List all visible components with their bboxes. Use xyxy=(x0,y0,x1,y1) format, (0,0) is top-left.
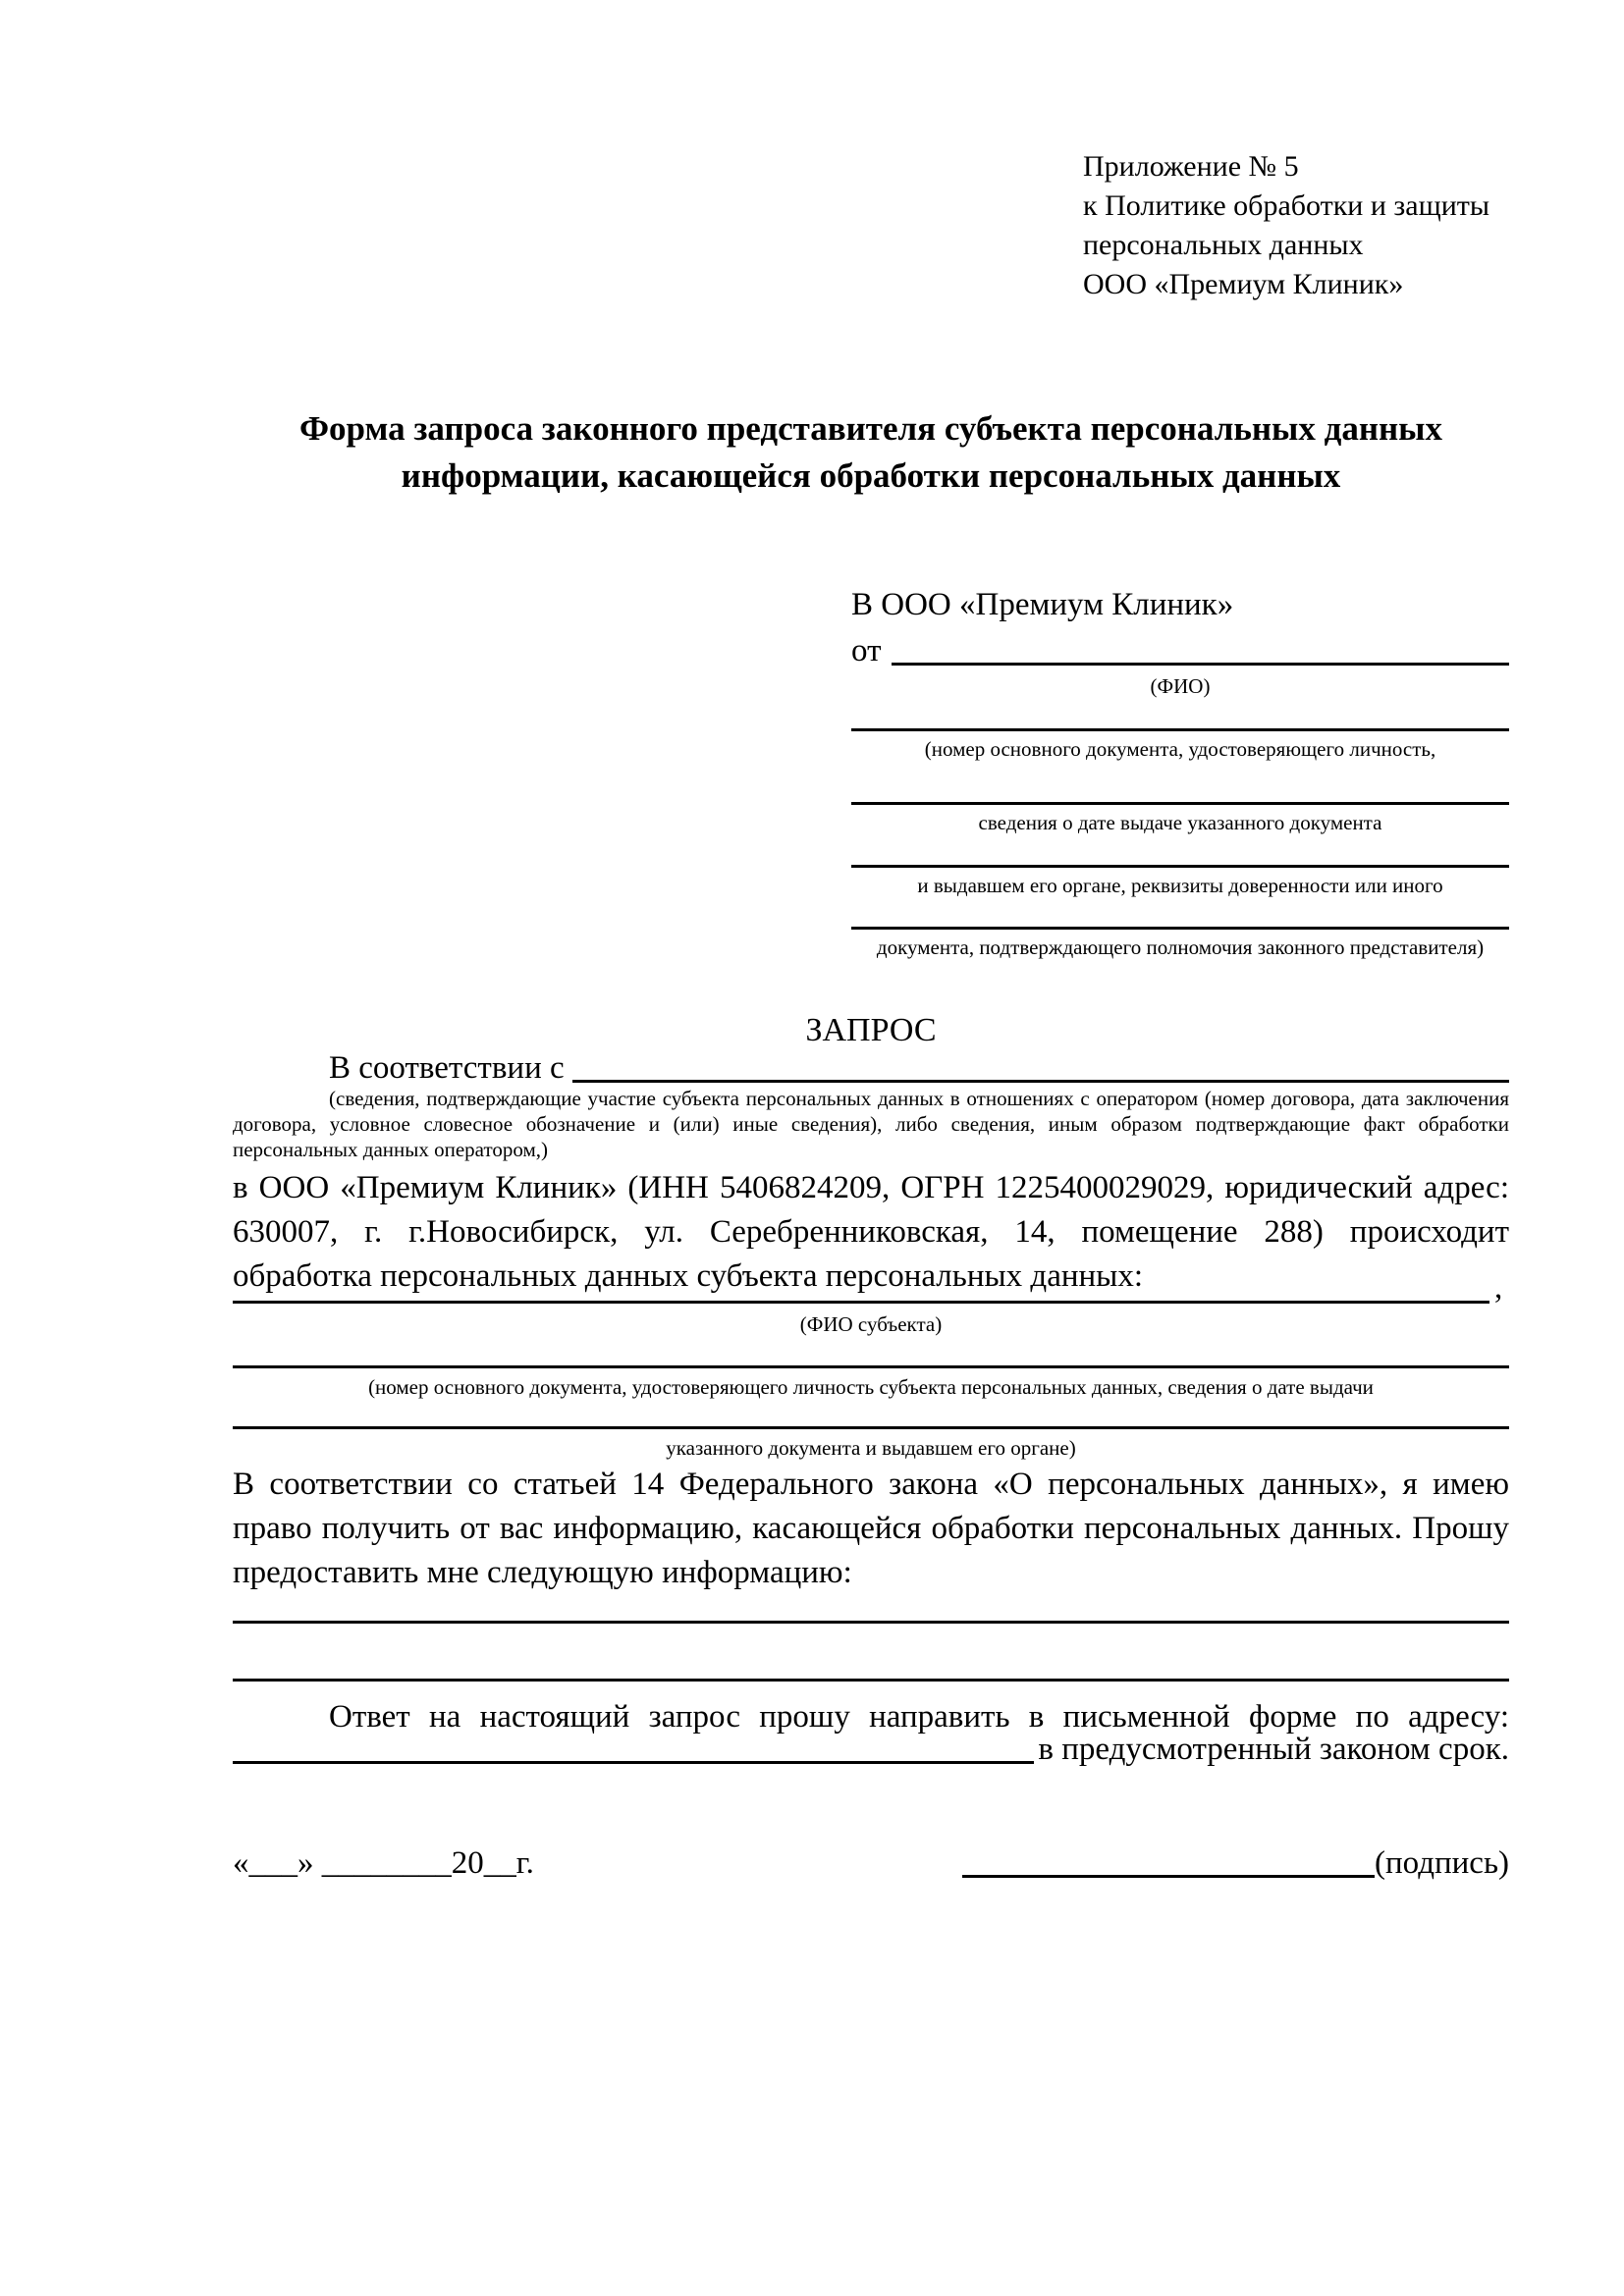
representative-doc-caption-4: документа, подтверждающего полномочия законного представителя) xyxy=(876,935,1485,959)
representative-doc-field-1[interactable] xyxy=(851,728,1509,731)
representative-doc-field-2[interactable] xyxy=(851,802,1509,805)
subject-fio-comma: , xyxy=(1494,1270,1503,1306)
representative-doc-caption-1: (номер основного документа, удостоверяющего личность, xyxy=(924,737,1436,761)
signature-row xyxy=(233,1843,1509,1883)
subject-fio-caption: (ФИО субъекта) xyxy=(799,1312,943,1336)
basis-prefix: В соответствии с xyxy=(329,1050,565,1086)
annex-line-4: ООО «Премиум Клиник» xyxy=(1083,268,1404,300)
page-title-line-2: информации, касающейся обработки персональных данных xyxy=(401,456,1341,495)
subject-doc-caption-2: указанного документа и выдавшем его органе) xyxy=(666,1436,1076,1460)
subject-doc-caption-1: (номер основного документа, удостоверяющего личность субъекта персональных данных, сведения о дате выдачи xyxy=(368,1375,1374,1399)
representative-fio-field[interactable] xyxy=(892,663,1510,666)
basis-field[interactable] xyxy=(572,1080,1509,1083)
page-title xyxy=(233,405,1509,500)
basis-row xyxy=(233,1048,1509,1088)
annex-note xyxy=(1083,147,1515,304)
subject-doc-field-2[interactable] xyxy=(233,1426,1509,1429)
annex-line-3: персональных данных xyxy=(1083,229,1364,261)
representative-doc-caption-3: и выдавшем его органе, реквизиты доверенности или иного xyxy=(917,874,1443,897)
reply-paragraph: Ответ на настоящий запрос прошу направить в письменной форме по адресу: xyxy=(329,1699,1509,1735)
page-title-line-1: Форма запроса законного представителя субъекта персональных данных xyxy=(299,409,1442,448)
basis-caption: (сведения, подтверждающие участие субъекта персональных данных в отношениях с оператором (номер договора, дата заключения договора, условное словесное обозначение и (или) иные сведения), либо сведения, иным образом подтверждающие факт обработки персональных данных оператором,) xyxy=(233,1087,1509,1161)
reply-address-field[interactable] xyxy=(233,1761,1034,1764)
info-request-field-1[interactable] xyxy=(233,1621,1509,1624)
reply-suffix: в предусмотренный законом срок. xyxy=(1038,1732,1509,1767)
fio-caption: (ФИО) xyxy=(1150,674,1211,698)
reply-address-row xyxy=(233,1730,1509,1769)
signature-date-field[interactable]: «___» ________20__г. xyxy=(233,1845,534,1881)
representative-doc-field-3[interactable] xyxy=(851,865,1509,868)
info-request-field-2[interactable] xyxy=(233,1679,1509,1682)
representative-doc-field-4[interactable] xyxy=(851,927,1509,930)
signature-caption: (подпись) xyxy=(1375,1845,1509,1881)
operator-paragraph: в ООО «Премиум Клиник» (ИНН 5406824209, ОГРН 1225400029029, юридический адрес: 630007, г. г.Новосибирск, ул. Серебренниковская, 14, помещение 288) происходит обработка персональных данных субъекта персональных данных: xyxy=(233,1170,1509,1294)
addressee-organization: В ООО «Премиум Клиник» xyxy=(851,587,1234,622)
signature-field[interactable] xyxy=(962,1842,1375,1878)
annex-line-1: Приложение № 5 xyxy=(1083,150,1299,183)
annex-line-2: к Политике обработки и защиты xyxy=(1083,189,1490,222)
from-row xyxy=(851,631,1509,670)
request-heading: ЗАПРОС xyxy=(805,1012,937,1048)
signature-right-group xyxy=(962,1842,1509,1883)
law-paragraph: В соответствии со статьей 14 Федерального закона «О персональных данных», я имею право получить от вас информацию, касающейся обработки персональных данных. Прошу предоставить мне следующую информацию: xyxy=(233,1467,1509,1590)
subject-doc-field-1[interactable] xyxy=(233,1365,1509,1368)
from-label: от xyxy=(851,633,882,668)
subject-fio-field[interactable] xyxy=(233,1301,1489,1304)
representative-doc-caption-2: сведения о дате выдаче указанного документа xyxy=(978,811,1382,834)
